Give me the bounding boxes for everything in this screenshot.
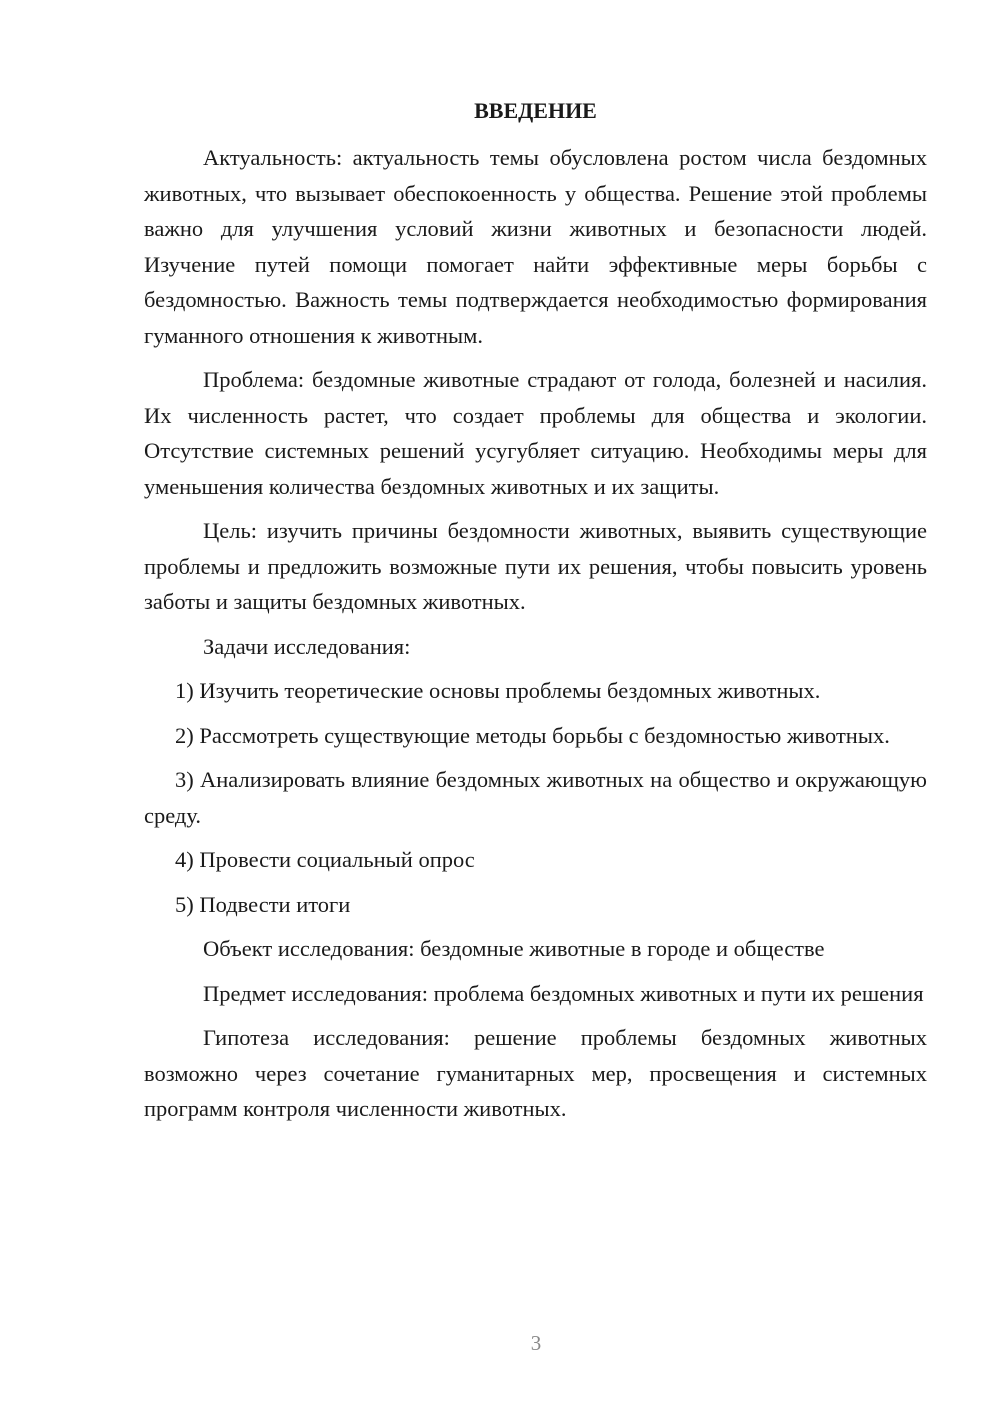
task-item-4: 4) Провести социальный опрос: [175, 847, 475, 872]
paragraph-problem: Проблема: бездомные животные страдают от голода, болезней и насилия. Их численность растет, что создает проблемы для общества и экологии. Отсутствие системных решений усугубляет ситуацию. Необходимы меры для уменьшения количества бездомных животных и их защиты.: [144, 367, 927, 499]
paragraph-object: Объект исследования: бездомные животные в городе и обществе: [203, 936, 825, 961]
paragraph-hypothesis: Гипотеза исследования: решение проблемы бездомных животных возможно через сочетание гуманитарных мер, просвещения и системных программ контроля численности животных.: [144, 1025, 927, 1121]
paragraph-goal: Цель: изучить причины бездомности животных, выявить существующие проблемы и предложить возможные пути их решения, чтобы повысить уровень заботы и защиты бездомных животных.: [144, 518, 927, 614]
task-item-3: 3) Анализировать влияние бездомных животных на общество и окружающую среду.: [144, 767, 927, 828]
page-number: 3: [530, 1331, 542, 1355]
page-title: ВВЕДЕНИЕ: [474, 98, 597, 123]
task-item-1: 1) Изучить теоретические основы проблемы бездомных животных.: [175, 678, 821, 703]
page-body: [144, 94, 927, 1136]
paragraph-subject: Предмет исследования: проблема бездомных животных и пути их решения: [203, 980, 924, 1006]
tasks-heading: Задачи исследования:: [203, 633, 411, 659]
task-item-2: 2) Рассмотреть существующие методы борьбы с бездомностью животных.: [175, 722, 890, 748]
paragraph-relevance: Актуальность: актуальность темы обусловлена ростом числа бездомных животных, что вызывает обеспокоенность у общества. Решение этой проблемы важно для улучшения условий жизни животных и безопасности людей. Изучение путей помощи помогает найти эффективные меры борьбы с бездомностью. Важность темы подтверждается необходимостью формирования гуманного отношения к животным.: [144, 145, 927, 348]
task-item-5: 5) Подвести итоги: [175, 891, 351, 917]
